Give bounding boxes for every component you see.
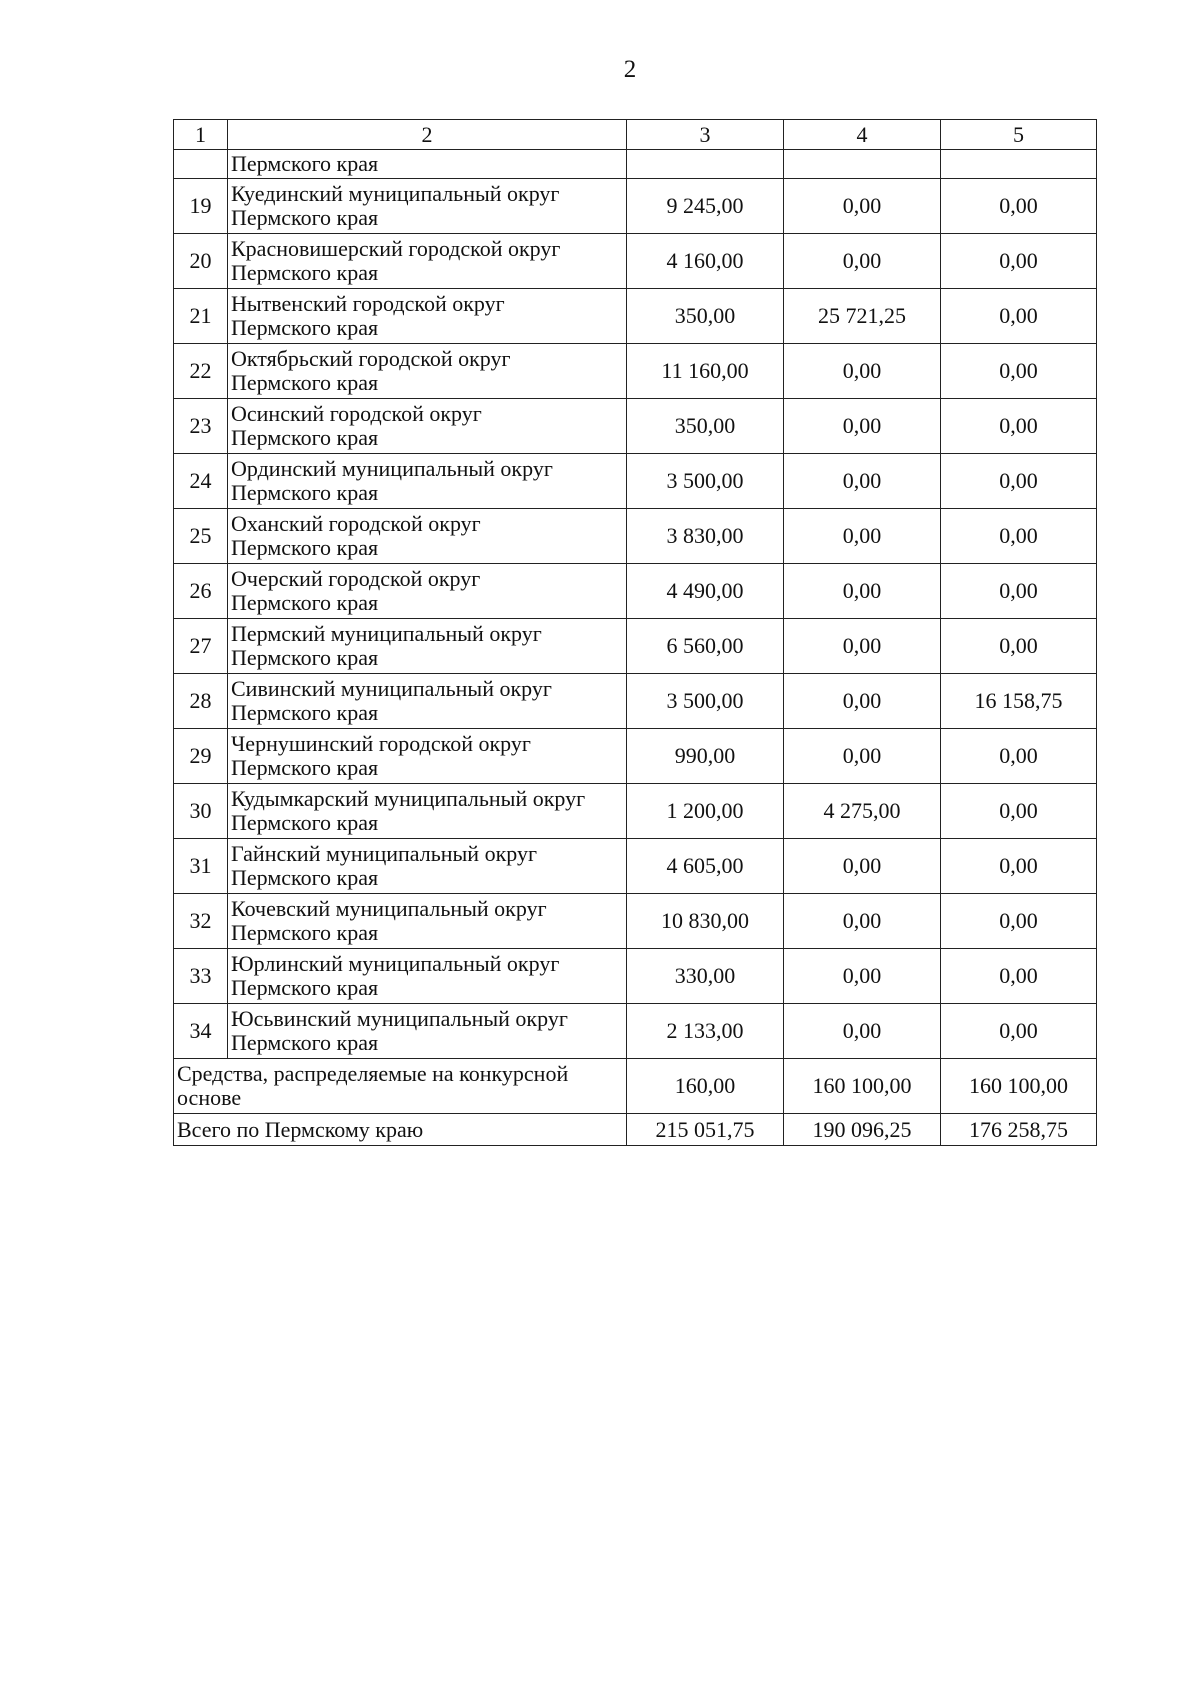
row-c3-cell: 11 160,00 bbox=[627, 344, 784, 399]
row-name-cell bbox=[228, 729, 627, 784]
row-name-line1: Гайнский муниципальный округ bbox=[231, 841, 537, 866]
row-number-cell: 31 bbox=[174, 839, 228, 894]
row-name-line1: Оханский городской округ bbox=[231, 511, 481, 536]
row-name-cell bbox=[228, 399, 627, 454]
row-name-line2: Пермского края bbox=[231, 920, 379, 945]
row-name-line2: Пермского края bbox=[231, 480, 379, 505]
row-c4-cell: 0,00 bbox=[784, 839, 941, 894]
row-c5-cell: 0,00 bbox=[941, 839, 1097, 894]
row-c5-cell: 0,00 bbox=[941, 344, 1097, 399]
row-c3-cell: 3 500,00 bbox=[627, 454, 784, 509]
row-number-cell: 33 bbox=[174, 949, 228, 1004]
row-number-cell: 24 bbox=[174, 454, 228, 509]
row-number-cell: 29 bbox=[174, 729, 228, 784]
row-name-cell bbox=[228, 839, 627, 894]
header-cell-4: 4 bbox=[784, 120, 941, 150]
row-name-cell bbox=[228, 619, 627, 674]
row-number-cell: 26 bbox=[174, 564, 228, 619]
table-row bbox=[174, 619, 1097, 674]
row-number-cell: 28 bbox=[174, 674, 228, 729]
row-c5-cell: 0,00 bbox=[941, 894, 1097, 949]
row-c4-cell: 4 275,00 bbox=[784, 784, 941, 839]
row-c3-cell: 350,00 bbox=[627, 399, 784, 454]
table-row bbox=[174, 674, 1097, 729]
table-row bbox=[174, 784, 1097, 839]
row-c4-cell: 0,00 bbox=[784, 949, 941, 1004]
competitive-c5-cell: 160 100,00 bbox=[941, 1059, 1097, 1114]
row-name-line1: Юрлинский муниципальный округ bbox=[231, 951, 560, 976]
row-name-line2: Пермского края bbox=[231, 1030, 379, 1055]
row-c3-cell: 4 160,00 bbox=[627, 234, 784, 289]
row-number-cell: 21 bbox=[174, 289, 228, 344]
page-number: 2 bbox=[623, 56, 637, 83]
row-c5-cell: 0,00 bbox=[941, 179, 1097, 234]
header-cell-2: 2 bbox=[228, 120, 627, 150]
row-name-line2: Пермского края bbox=[231, 700, 379, 725]
row-name-cell bbox=[228, 509, 627, 564]
continuation-c3-cell bbox=[627, 150, 784, 179]
row-c3-cell: 3 830,00 bbox=[627, 509, 784, 564]
allocation-table bbox=[173, 119, 1097, 1146]
row-name-line2: Пермского края bbox=[231, 590, 379, 615]
row-name-cell bbox=[228, 454, 627, 509]
row-name-line1: Куединский муниципальный округ bbox=[231, 181, 560, 206]
row-number-cell: 34 bbox=[174, 1004, 228, 1059]
row-c5-cell: 0,00 bbox=[941, 454, 1097, 509]
row-c4-cell: 0,00 bbox=[784, 234, 941, 289]
row-name-cell bbox=[228, 564, 627, 619]
row-name-line1: Красновишерский городской округ bbox=[231, 236, 561, 261]
row-name-cell bbox=[228, 894, 627, 949]
competitive-label-cell bbox=[174, 1059, 627, 1114]
row-name-line2: Пермского края bbox=[231, 865, 379, 890]
continuation-row bbox=[174, 150, 1097, 179]
table-row bbox=[174, 399, 1097, 454]
row-name-line2: Пермского края bbox=[231, 535, 379, 560]
header-cell-5: 5 bbox=[941, 120, 1097, 150]
total-c4-cell: 190 096,25 bbox=[784, 1114, 941, 1146]
table-row bbox=[174, 344, 1097, 399]
row-name-line1: Кочевский муниципальный округ bbox=[231, 896, 547, 921]
row-name-line2: Пермского края bbox=[231, 370, 379, 395]
row-c3-cell: 6 560,00 bbox=[627, 619, 784, 674]
row-c5-cell: 0,00 bbox=[941, 949, 1097, 1004]
row-name-line1: Очерский городской округ bbox=[231, 566, 481, 591]
continuation-c4-cell bbox=[784, 150, 941, 179]
row-c4-cell: 0,00 bbox=[784, 399, 941, 454]
row-name-cell bbox=[228, 344, 627, 399]
table-row bbox=[174, 289, 1097, 344]
row-name-cell bbox=[228, 784, 627, 839]
row-number-cell: 25 bbox=[174, 509, 228, 564]
row-name-cell bbox=[228, 179, 627, 234]
row-name-cell bbox=[228, 1004, 627, 1059]
row-name-line1: Ординский муниципальный округ bbox=[231, 456, 553, 481]
row-name-line1: Юсьвинский муниципальный округ bbox=[231, 1006, 568, 1031]
table-row bbox=[174, 1004, 1097, 1059]
row-c3-cell: 4 490,00 bbox=[627, 564, 784, 619]
row-name-line1: Октябрьский городской округ bbox=[231, 346, 511, 371]
row-name-line1: Пермский муниципальный округ bbox=[231, 621, 542, 646]
continuation-c5-cell bbox=[941, 150, 1097, 179]
row-c5-cell: 0,00 bbox=[941, 1004, 1097, 1059]
row-name-line2: Пермского края bbox=[231, 315, 379, 340]
row-name-cell bbox=[228, 234, 627, 289]
row-name-cell bbox=[228, 674, 627, 729]
row-number-cell: 20 bbox=[174, 234, 228, 289]
table-row bbox=[174, 949, 1097, 1004]
row-name-cell bbox=[228, 289, 627, 344]
row-name-line2: Пермского края bbox=[231, 755, 379, 780]
table-row bbox=[174, 894, 1097, 949]
row-c5-cell: 0,00 bbox=[941, 509, 1097, 564]
row-name-line1: Нытвенский городской округ bbox=[231, 291, 505, 316]
row-number-cell: 27 bbox=[174, 619, 228, 674]
header-cell-3: 3 bbox=[627, 120, 784, 150]
row-c5-cell: 0,00 bbox=[941, 289, 1097, 344]
row-c5-cell: 0,00 bbox=[941, 564, 1097, 619]
row-number-cell: 30 bbox=[174, 784, 228, 839]
table-row bbox=[174, 564, 1097, 619]
row-c4-cell: 0,00 bbox=[784, 454, 941, 509]
competitive-label-line1: Средства, распределяемые на конкурсной bbox=[177, 1061, 569, 1086]
row-name-line1: Кудымкарский муниципальный округ bbox=[231, 786, 586, 811]
row-c3-cell: 2 133,00 bbox=[627, 1004, 784, 1059]
row-c4-cell: 0,00 bbox=[784, 619, 941, 674]
row-name-line2: Пермского края bbox=[231, 260, 379, 285]
row-name-line2: Пермского края bbox=[231, 205, 379, 230]
row-c5-cell: 0,00 bbox=[941, 729, 1097, 784]
row-name-line2: Пермского края bbox=[231, 810, 379, 835]
row-c5-cell: 16 158,75 bbox=[941, 674, 1097, 729]
row-name-line1: Чернушинский городской округ bbox=[231, 731, 531, 756]
row-c4-cell: 0,00 bbox=[784, 729, 941, 784]
row-number-cell: 22 bbox=[174, 344, 228, 399]
competitive-c3-cell: 160,00 bbox=[627, 1059, 784, 1114]
row-number-cell: 23 bbox=[174, 399, 228, 454]
row-c3-cell: 9 245,00 bbox=[627, 179, 784, 234]
row-c4-cell: 0,00 bbox=[784, 1004, 941, 1059]
row-name-line2: Пермского края bbox=[231, 425, 379, 450]
row-c5-cell: 0,00 bbox=[941, 619, 1097, 674]
table-row bbox=[174, 454, 1097, 509]
row-c4-cell: 0,00 bbox=[784, 344, 941, 399]
row-name-cell bbox=[228, 949, 627, 1004]
row-name-line1: Осинский городской округ bbox=[231, 401, 482, 426]
row-c4-cell: 0,00 bbox=[784, 509, 941, 564]
row-c3-cell: 990,00 bbox=[627, 729, 784, 784]
row-c4-cell: 0,00 bbox=[784, 564, 941, 619]
row-c3-cell: 330,00 bbox=[627, 949, 784, 1004]
row-c5-cell: 0,00 bbox=[941, 784, 1097, 839]
competitive-c4-cell: 160 100,00 bbox=[784, 1059, 941, 1114]
table-row bbox=[174, 509, 1097, 564]
competitive-label-line2: основе bbox=[177, 1085, 242, 1110]
row-name-line2: Пермского края bbox=[231, 975, 379, 1000]
row-c5-cell: 0,00 bbox=[941, 399, 1097, 454]
total-c5-cell: 176 258,75 bbox=[941, 1114, 1097, 1146]
header-row bbox=[174, 120, 1097, 150]
total-label-cell: Всего по Пермскому краю bbox=[174, 1114, 627, 1146]
row-number-cell: 19 bbox=[174, 179, 228, 234]
row-number-cell: 32 bbox=[174, 894, 228, 949]
total-row bbox=[174, 1114, 1097, 1146]
continuation-name-cell: Пермского края bbox=[228, 150, 627, 179]
row-c3-cell: 3 500,00 bbox=[627, 674, 784, 729]
row-c5-cell: 0,00 bbox=[941, 234, 1097, 289]
row-c3-cell: 350,00 bbox=[627, 289, 784, 344]
row-c3-cell: 1 200,00 bbox=[627, 784, 784, 839]
table-row bbox=[174, 179, 1097, 234]
header-cell-1: 1 bbox=[174, 120, 228, 150]
row-c4-cell: 0,00 bbox=[784, 674, 941, 729]
row-c4-cell: 0,00 bbox=[784, 894, 941, 949]
table-row bbox=[174, 729, 1097, 784]
row-name-line2: Пермского края bbox=[231, 645, 379, 670]
row-c3-cell: 10 830,00 bbox=[627, 894, 784, 949]
row-c3-cell: 4 605,00 bbox=[627, 839, 784, 894]
table-row bbox=[174, 234, 1097, 289]
competitive-row bbox=[174, 1059, 1097, 1114]
row-name-line1: Сивинский муниципальный округ bbox=[231, 676, 552, 701]
continuation-num-cell bbox=[174, 150, 228, 179]
row-c4-cell: 0,00 bbox=[784, 179, 941, 234]
total-c3-cell: 215 051,75 bbox=[627, 1114, 784, 1146]
table-row bbox=[174, 839, 1097, 894]
row-c4-cell: 25 721,25 bbox=[784, 289, 941, 344]
